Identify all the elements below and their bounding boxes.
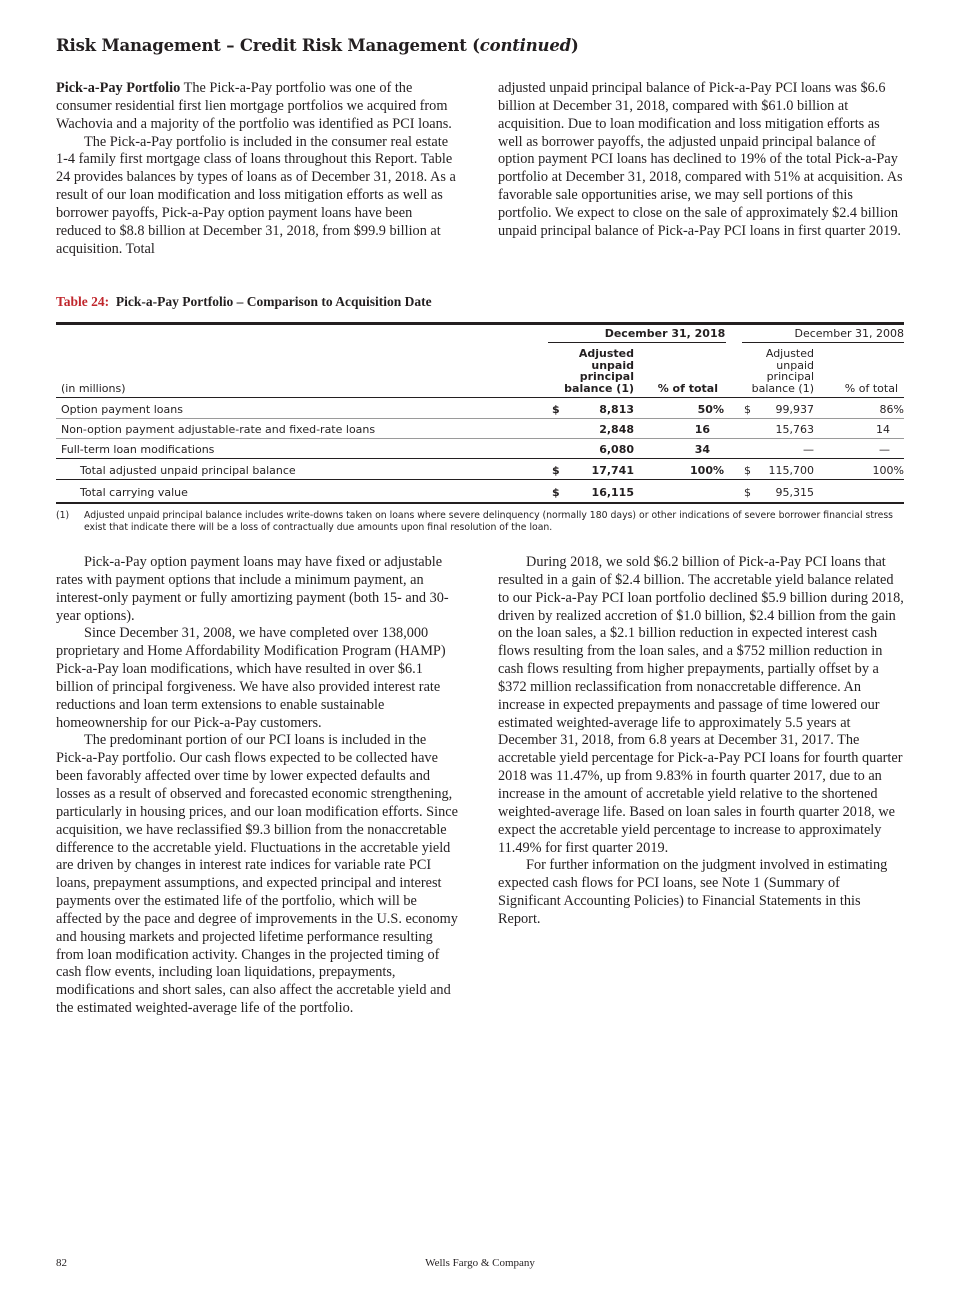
body-paragraph-4: Pick-a-Pay option payment loans may have fixed or adjustable rates with payment options that include a minimum payment, an interest-only payment or fully amortizing payment (both 15- and 30-year options). [56, 554, 449, 624]
section-lead: Pick-a-Pay Portfolio [56, 80, 181, 96]
col-header-aupb-2018: Adjusted unpaid principal balance (1) [564, 347, 634, 395]
value-2008: 99,937 [775, 403, 814, 416]
dollar-sign: $ [552, 464, 560, 477]
body-column-right [498, 554, 904, 929]
row-label: Option payment loans [61, 403, 183, 416]
value-2018: 8,813 [599, 403, 634, 416]
intro-column-left [56, 80, 460, 258]
group-header-2018: December 31, 2018 [604, 327, 726, 340]
total-row-label: Total carrying value [80, 486, 188, 499]
body-paragraph-5: Since December 31, 2008, we have completed over 138,000 proprietary and Home Affordability Modification Program (HAMP) Pick-a-Pay loan modifications, which have resulted in over $6.1 billion of principal forgiveness. We have also provided interest rate reductions and loan term extensions to enable sustainable homeownership for our Pick-a-Pay customers. [56, 625, 446, 731]
value-2008: 15,763 [775, 423, 814, 436]
group-header-2008: December 31, 2008 [794, 327, 904, 340]
value-2018: 6,080 [599, 443, 634, 456]
dollar-sign: $ [744, 403, 751, 416]
value-2008: 115,700 [768, 464, 814, 477]
page-number: 82 [56, 1257, 67, 1269]
footnote-text: Adjusted unpaid principal balance includes write-downs taken on loans where severe delinquency (normally 180 days) or other indications of severe borrower financial stress exist that indicate there will be a loss of contractually due amounts upon final resolution of the loan. [84, 510, 894, 533]
dollar-sign: $ [744, 486, 751, 499]
value-2008: 95,315 [775, 486, 814, 499]
pct-2008: 14 [876, 423, 890, 436]
intro-column-right [498, 80, 904, 241]
pct-2018: 16 [694, 423, 710, 436]
body-paragraph-7: During 2018, we sold $6.2 billion of Pick-a-Pay PCI loans that resulted in a gain of $2.4 billion. The accretable yield balance related to our Pick-a-Pay PCI loan portfolio declined $5.9 billion during 2018, driven by realized accretion of $1.0 billion, $2.4 billion from the gain on the loan sales, a $2.1 billion reduction in expected interest cash flows resulting from the loan sales, and a $752 million reduction in cash flows resulting from higher prepayments, partially offset by a $372 million reclassification from nonaccretable difference. An increase in expected prepayments and passage of time lowered our estimated weighted-average life to approximately 5.5 years at December 31, 2018, from 6.8 years at December 31, 2017. The accretable yield percentage for Pick-a-Pay PCI loans for fourth quarter 2018 was 11.47%, up from 9.83% in fourth quarter 2017, due to an increase in the amount of accretable yield relative to the shortened weighted-average life. Based on loan sales in fourth quarter 2018, we expect the accretable yield percentage to increase to approximately 11.49% for first quarter 2019. [498, 554, 904, 856]
pick-a-pay-table [56, 322, 904, 499]
table-number: Table 24: [56, 294, 110, 309]
page-title: Risk Management – Credit Risk Management (continued) [56, 36, 579, 55]
units-label: (in millions) [61, 382, 126, 395]
company-name: Wells Fargo & Company [425, 1257, 535, 1269]
row-label: Non-option payment adjustable-rate and fixed-rate loans [61, 423, 376, 436]
value-2018: 16,115 [591, 486, 634, 499]
value-2008: — [803, 443, 814, 456]
dollar-sign: $ [552, 403, 560, 416]
row-label: Full-term loan modifications [61, 443, 215, 456]
pct-2018: 34 [694, 443, 710, 456]
value-2018: 17,741 [591, 464, 634, 477]
intro-paragraph-1: Pick-a-Pay Portfolio The Pick-a-Pay portfolio was one of the consumer residential first lien mortgage portfolios we acquired from Wachovia and a majority of the portfolio was identified as PCI loans. [56, 80, 452, 132]
pct-2018: 100% [690, 464, 724, 477]
pct-2018: 50% [697, 403, 724, 416]
body-paragraph-8: For further information on the judgment involved in estimating expected cash flows for PCI loans, see Note 1 (Summary of Significant Accounting Policies) to Financial Statements in this Report. [498, 857, 888, 927]
intro-paragraph-3: adjusted unpaid principal balance of Pick-a-Pay PCI loans was $6.6 billion at December 31, 2018, compared with $61.0 billion at acquisition. Due to loan modification and loss mitigation efforts as well as borrower payoffs, the adjusted unpaid principal balance of option payment PCI loans has declined to 19% of the total Pick-a-Pay portfolio at December 31, 2018, compared with 51% at acquisition. As favorable sale opportunities arise, we may sell portions of this portfolio. We expect to close on the sale of approximately $2.4 billion unpaid principal balance of Pick-a-Pay PCI loans in first quarter 2019. [498, 80, 903, 239]
pct-2008: — [879, 443, 890, 456]
pct-2008: 86% [879, 403, 904, 416]
footnote-number: (1) [56, 510, 70, 521]
value-2018: 2,848 [599, 423, 634, 436]
body-paragraph-6: The predominant portion of our PCI loans is included in the Pick-a-Pay portfolio. Our cash flows expected to be collected have been favorably affected over time by lower expected defaults and losses as a result of observed and forecasted economic strengthening, particularly in housing prices, and our loan modification efforts. Since acquisition, we have reclassified $9.3 billion from the nonaccretable difference to the accretable yield. Fluctuations in the accretable yield are driven by changes in interest rate indices for variable rate PCI loans, prepayment assumptions, and expected principal and interest payments over the estimated life of the portfolio, which will be affected by the pace and degree of improvements in the U.S. economy and housing markets and projected lifetime performance resulting from loan modification activity. Changes in the projected timing of cash flow events, including loan liquidations, prepayments, modifications and short sales, can also affect the accretable yield and the estimated weighted-average life of the portfolio. [56, 732, 458, 1017]
total-row-label: Total adjusted unpaid principal balance [80, 464, 296, 477]
dollar-sign: $ [744, 464, 751, 477]
col-header-aupb-2008: Adjusted unpaid principal balance (1) [751, 347, 814, 395]
table-title: Table 24: Pick-a-Pay Portfolio – Comparison to Acquisition Date [56, 294, 432, 309]
col-header-pct-2008: % of total [844, 382, 898, 395]
page-title-italic: continued [479, 36, 571, 55]
col-header-pct-2018: % of total [657, 382, 718, 395]
intro-paragraph-2: The Pick-a-Pay portfolio is included in the consumer real estate 1-4 family first mortgage class of loans throughout this Report. Table 24 provides balances by types of loans as of December 31, 2018. As a result of our loan modification and loss mitigation efforts as well as borrower payoffs, Pick-a-Pay option payment loans have been reduced to $8.8 billion at December 31, 2018, from $99.9 billion at acquisition. Total [56, 133, 456, 257]
pct-2008: 100% [872, 464, 904, 477]
dollar-sign: $ [552, 486, 560, 499]
body-column-left [56, 554, 460, 1018]
